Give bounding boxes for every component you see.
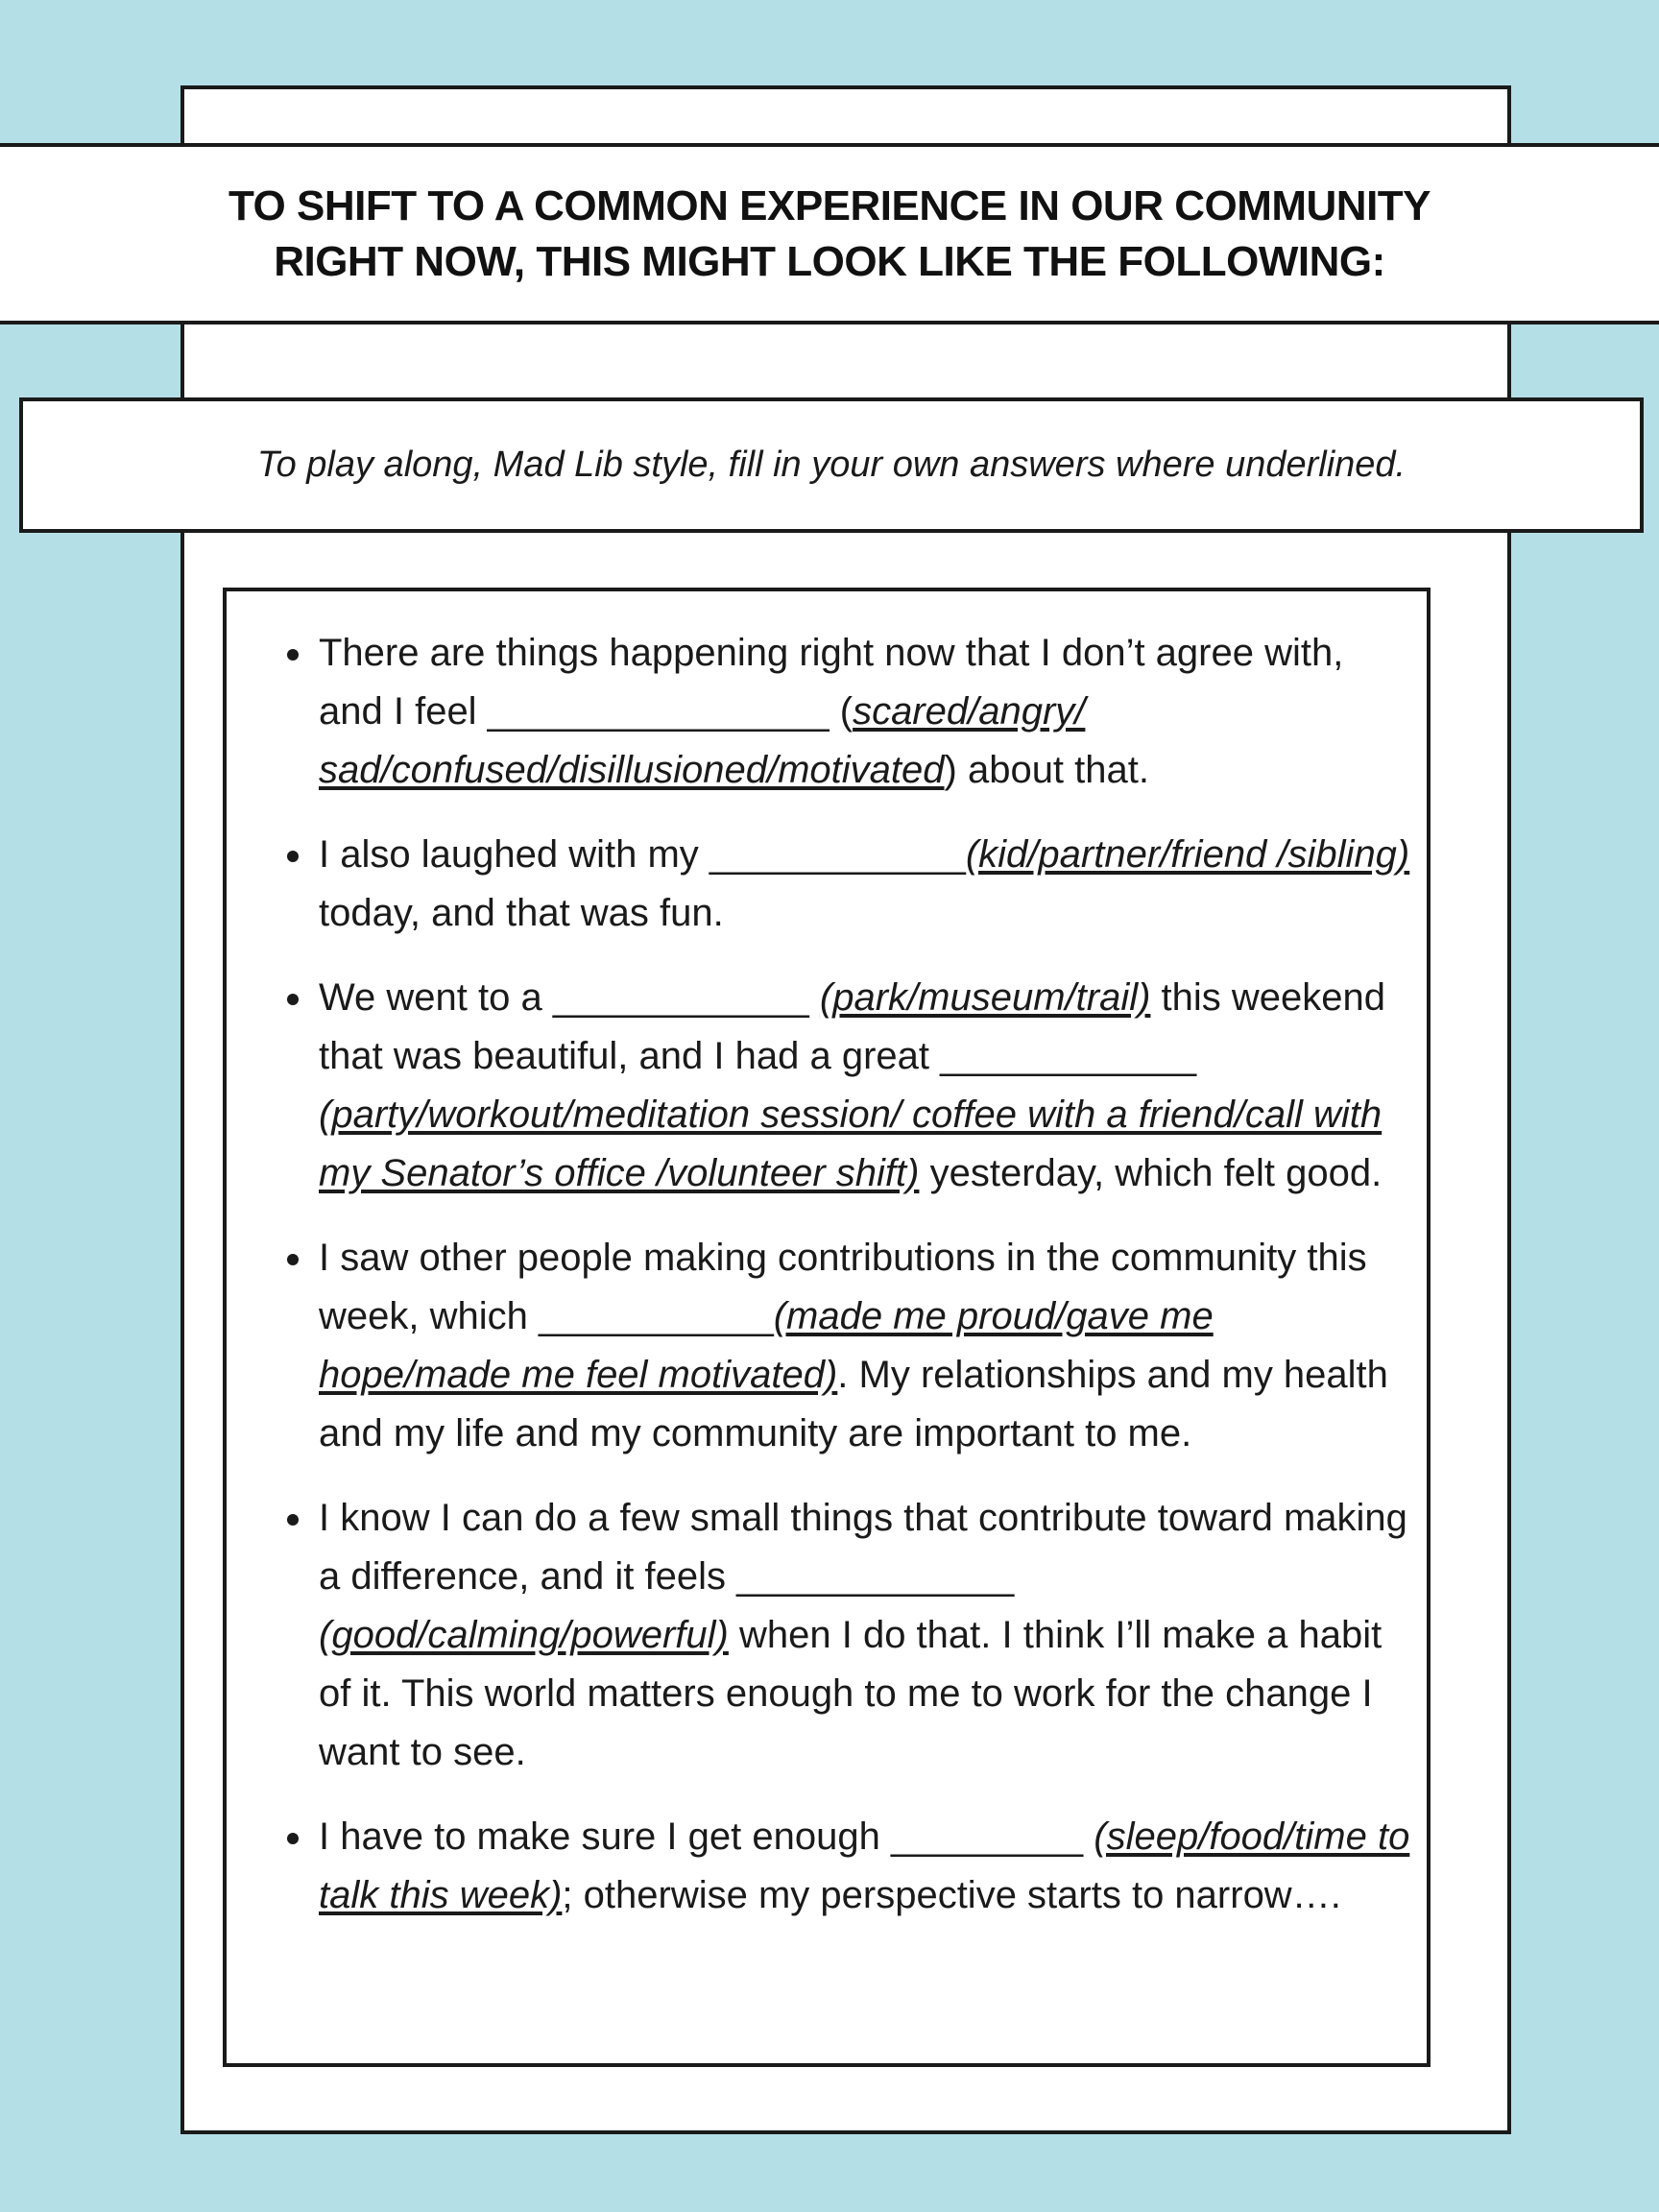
list-item [319,1489,1413,1782]
content-box [223,588,1431,2067]
bullet-text: ) about that. [944,749,1149,791]
header-title-line-1: TO SHIFT TO A COMMON EXPERIENCE IN OUR COMMUNITY [228,181,1431,229]
bullet-text: There are things happening right now that I don’t agree with, and I feel ________________ ( [319,632,1344,733]
list-item [319,826,1413,943]
instruction-box [19,397,1644,533]
bullet-text: this weekend that was beautiful, and I had a great ____________ [319,976,1386,1077]
answer-options: (party/workout/meditation session/ coffee with a friend/call with my Senator’s office /volunteer shift) [319,1094,1382,1194]
answer-options: (made me proud/gave me hope/made me feel motivated) [319,1295,1214,1396]
bullet-text: today, and that was fun. [319,892,724,934]
bullet-text: I know I can do a few small things that contribute toward making a difference, and it feels _____________ [319,1497,1407,1598]
answer-options: (park/museum/trail) [819,976,1151,1019]
header-title-line-2: RIGHT NOW, THIS MIGHT LOOK LIKE THE FOLLOWING: [274,237,1385,285]
bullet-list [319,624,1413,1951]
list-item [319,1808,1413,1925]
bullet-text: I also laughed with my ____________ [319,833,966,876]
answer-options: (sleep/food/time to talk this week) [319,1815,1410,1916]
bullet-text: yesterday, which felt good. [919,1152,1382,1194]
answer-options: (kid/partner/friend /sibling) [965,833,1410,876]
bullet-text: I have to make sure I get enough _________ [319,1815,1094,1858]
list-item [319,969,1413,1203]
header-band [0,143,1659,325]
bullet-text: ; otherwise my perspective starts to narrow…. [562,1874,1341,1916]
answer-options: (good/calming/powerful) [319,1614,729,1656]
bullet-text: . My relationships and my health and my life and my community are important to me. [319,1354,1388,1455]
bullet-text: We went to a ____________ [319,976,820,1019]
bullet-text: I saw other people making contributions in the community this week, which ___________ [319,1237,1367,1337]
bullet-text: when I do that. I think I’ll make a habit of it. This world matters enough to me to work for the change I want to see. [319,1614,1382,1773]
instruction-text: To play along, Mad Lib style, fill in your own answers where underlined. [256,445,1407,485]
list-item [319,624,1413,800]
list-item [319,1229,1413,1463]
answer-options: scared/angry/ sad/confused/disillusioned/motivated [319,690,1086,791]
